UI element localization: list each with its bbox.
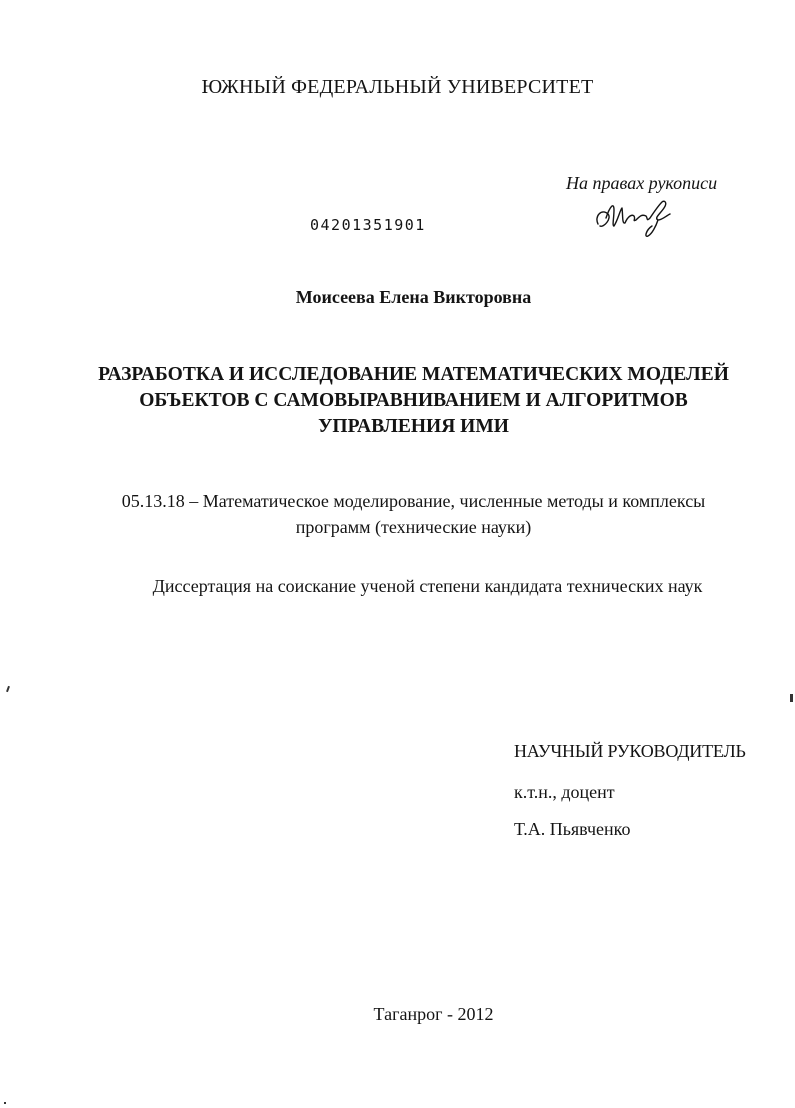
scan-speck — [790, 694, 793, 702]
title-line: УПРАВЛЕНИЯ ИМИ — [318, 416, 509, 437]
handwritten-signature — [592, 196, 678, 238]
supervisor-degree: к.т.н., доцент — [514, 782, 615, 802]
specialty-code — [16, 488, 795, 540]
dissertation-title — [16, 362, 795, 440]
title-line: РАЗРАБОТКА И ИССЛЕДОВАНИЕ МАТЕМАТИЧЕСКИХ МОДЕЛЕЙ — [98, 364, 729, 385]
degree-statement: Диссертация на соискание ученой степени кандидата технических наук — [152, 576, 703, 596]
title-line: ОБЪЕКТОВ С САМОВЫРАВНИВАНИЕМ И АЛГОРИТМОВ — [139, 390, 688, 411]
author-name: Моисеева Елена Викторовна — [295, 287, 532, 307]
city-year: Таганрог - 2012 — [373, 1004, 494, 1024]
scan-speck — [4, 1102, 6, 1104]
manuscript-rights-note: На правах рукописи — [566, 173, 718, 193]
supervisor-heading: НАУЧНЫЙ РУКОВОДИТЕЛЬ — [514, 741, 746, 761]
document-number: 04201351901 — [310, 216, 426, 234]
supervisor-name: Т.А. Пьявченко — [514, 819, 631, 839]
specialty-line: программ (технические науки) — [295, 517, 532, 537]
specialty-line: 05.13.18 – Математическое моделирование, численные методы и комплексы — [121, 491, 706, 511]
university-name: ЮЖНЫЙ ФЕДЕРАЛЬНЫЙ УНИВЕРСИТЕТ — [201, 76, 594, 98]
scan-speck — [6, 686, 10, 692]
